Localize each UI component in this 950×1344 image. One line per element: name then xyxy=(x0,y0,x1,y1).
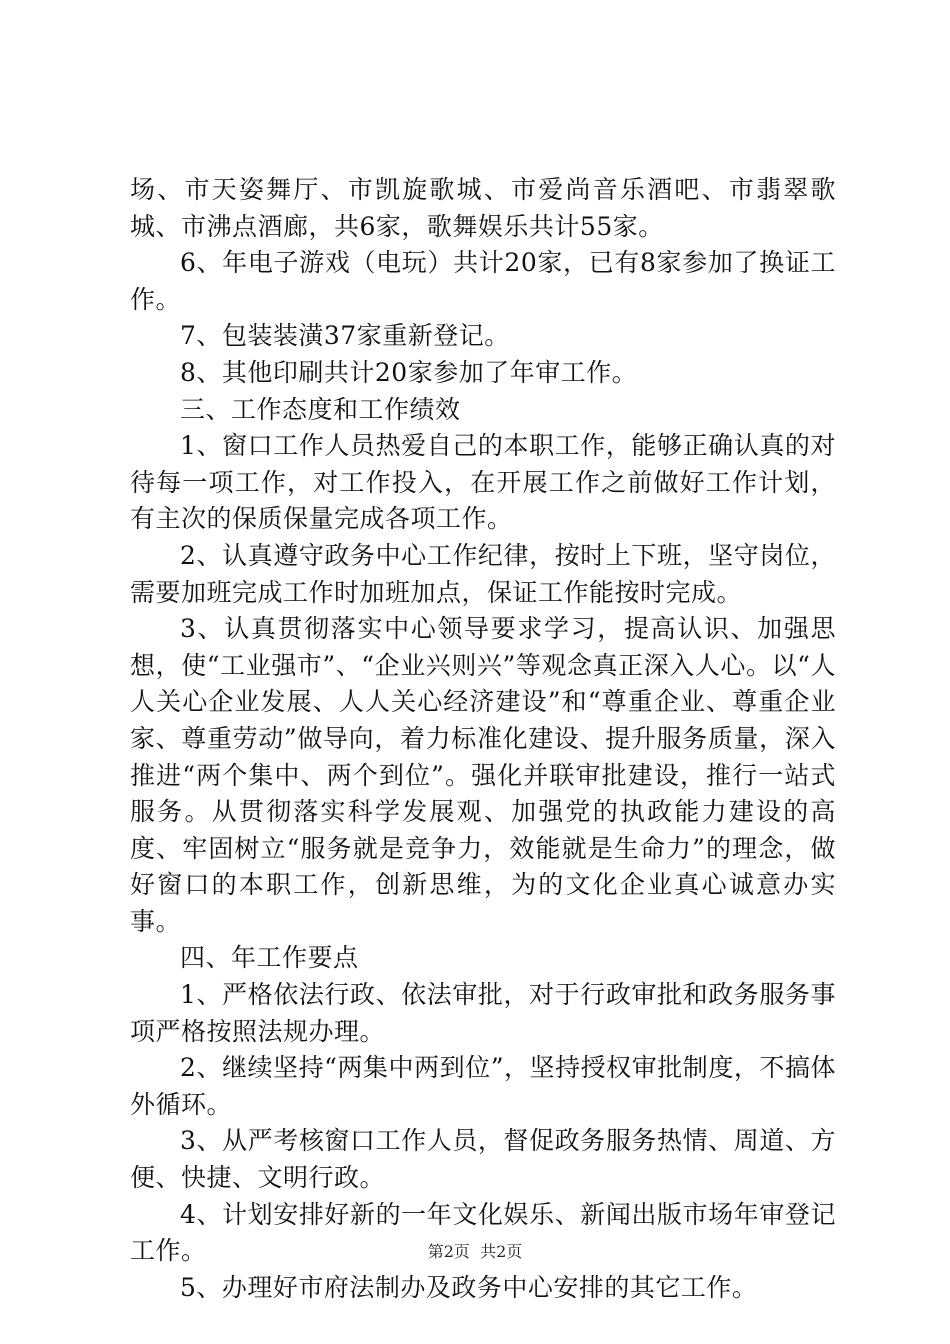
section-heading-4: 四、年工作要点 xyxy=(180,943,359,973)
document-body xyxy=(130,172,836,1306)
paragraph-plan-2: 2、继续坚持“两集中两到位”，坚持授权审批制度，不搞体外循环。 xyxy=(130,1053,836,1119)
paragraph-plan-1: 1、严格依法行政、依法审批，对于行政审批和政务服务事项严格按照法规办理。 xyxy=(130,980,836,1046)
paragraph-attitude-3: 3、认真贯彻落实中心领导要求学习，提高认识、加强思想，使“工业强市”、“企业兴则兴”等观念真正深入人心。以“人人关心企业发展、人人关心经济建设”和“尊重企业、尊重企业家、尊重劳动”做导向，着力标准化建设、提升服务质量，深入推进“两个集中、两个到位”。强化并联审批建设，推行一站式服务。从贯彻落实科学发展观、加强党的执政能力建设的高度、牢固树立“服务就是竞争力，效能就是生命力”的理念，做好窗口的本职工作，创新思维，为的文化企业真心诚意办实事。 xyxy=(130,614,836,936)
paragraph-continuation: 场、市天姿舞厅、市凯旋歌城、市爱尚音乐酒吧、市翡翠歌城、市沸点酒廊，共6家，歌舞娱乐共计55家。 xyxy=(130,175,836,241)
paragraph-item-7: 7、包装装潢37家重新登记。 xyxy=(180,321,510,351)
page-number-footer: 第2页 共2页 xyxy=(427,1242,523,1261)
paragraph-plan-4: 4、计划安排好新的一年文化娱乐、新闻出版市场年审登记工作。 xyxy=(130,1199,836,1266)
section-heading-3: 三、工作态度和工作绩效 xyxy=(180,394,461,424)
paragraph-item-8: 8、其他印刷共计20家参加了年审工作。 xyxy=(180,357,638,387)
paragraph-item-6: 6、年电子游戏（电玩）共计20家，已有8家参加了换证工作。 xyxy=(130,248,836,314)
paragraph-plan-3: 3、从严考核窗口工作人员，督促政务服务热情、周道、方便、快捷、文明行政。 xyxy=(130,1126,836,1193)
paragraph-plan-5: 5、办理好市府法制办及政务中心安排的其它工作。 xyxy=(180,1272,758,1302)
paragraph-attitude-2: 2、认真遵守政务中心工作纪律，按时上下班，坚守岗位，需要加班完成工作时加班加点，保证工作能按时完成。 xyxy=(130,540,836,607)
paragraph-attitude-1: 1、窗口工作人员热爱自己的本职工作，能够正确认真的对待每一项工作，对工作投入，在开展工作之前做好工作计划，有主次的保质保量完成各项工作。 xyxy=(130,431,836,534)
